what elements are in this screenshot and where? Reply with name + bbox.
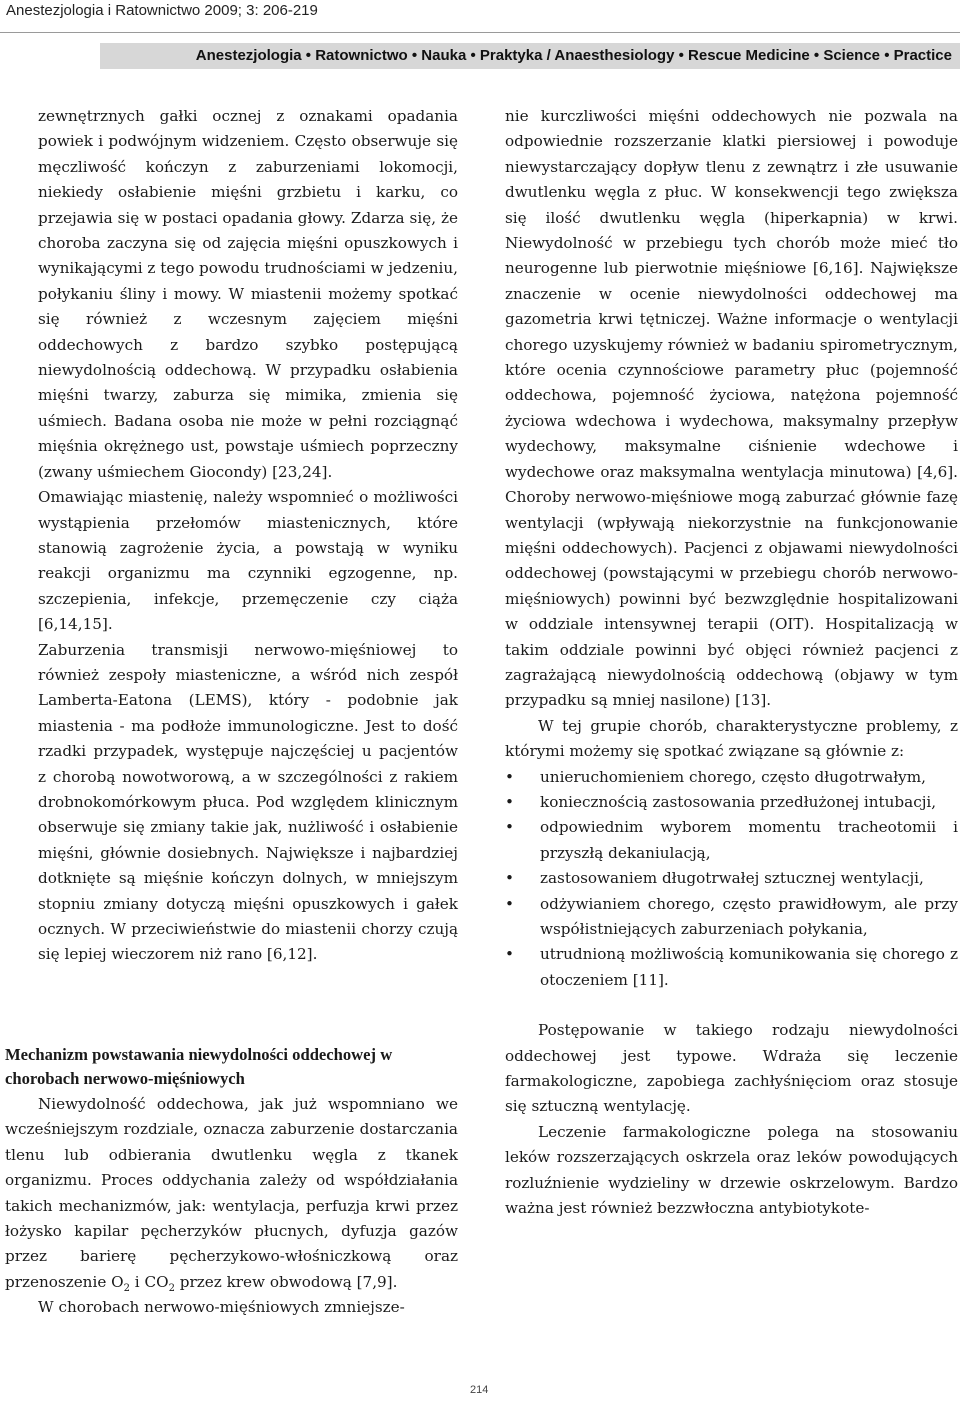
paragraph: Zaburzenia transmisji nerwowo-mięśniowej to również zespoły miasteniczne, a wśród nich zespół Lamberta-Eatona (LEMS), który - podobnie jak miastenia - ma podłoże immunologiczne. Jest to dość rzadki przypadek, występuje najczęściej u pacjentów z chorobą nowotworową, a w szczególności z rakiem drobnokomórkowym płuca. Pod względem klinicznym obserwuje się zmiany takie jak, nużliwość i osłabienie mięśni, głównie dosiebnych. Największe i najbardziej dotknięte są mięśnie kończyn dolnych, w mniejszym stopniu zmiany dotyczą mięśni opuszkowych i gałek ocznych. W przeciwieństwie do miastenii chorzy czują się lepiej wieczorem niż rano [6,12]. — [38, 640, 458, 964]
text-fragment: i CO — [129, 1272, 169, 1291]
text-fragment: Niewydolność oddechowa, jak już wspomniano we wcześniejszym rozdziale, oznacza zaburzenie dostarczania tlenu lub odbierania dwutlenku węgla z tkanek organizmu. Proces oddychania zależy od współdziałania takich mechanizmów, jak: wentylacja, perfuzja krwi przez łożysko kapilar pęcherzyków płucnych, dyfuzja gazów przez barierę pęcherzykowo-włośniczkową oraz przenoszenie O — [5, 1095, 458, 1291]
right-column — [505, 104, 958, 1221]
subscript: 2 — [123, 1282, 130, 1294]
list-item: • unieruchomieniem chorego, często długotrwałym, — [505, 765, 958, 790]
list-item: • koniecznością zastosowania przedłużonej intubacji, — [505, 790, 958, 815]
section-heading: Mechanizm powstawania niewydolności oddechowej w chorobach nerwowo-mięśniowych — [5, 1045, 393, 1088]
paragraph: Postępowanie w takiego rodzaju niewydolności oddechowej jest typowe. Wdraża się leczenie farmakologiczne, zapobiega zachłyśnięciom oraz stosuje się sztuczną wentylację. — [505, 1021, 958, 1116]
paragraph: Omawiając miastenię, należy wspomnieć o możliwości wystąpienia przełomów miastenicznych, które stanowią zagrożenie życia, a powstają w wyniku reakcji organizmu ma czynniki egzogenne, np. szczepienia, infekcje, przemęczenie czy ciąża [6,14,15]. — [38, 488, 458, 634]
section-body — [5, 1092, 458, 1321]
journal-banner: Anestezjologia • Ratownictwo • Nauka • Praktyka / Anaesthesiology • Rescue Medicine • Science • Practice — [100, 43, 960, 69]
spacer — [505, 993, 958, 1018]
subscript: 2 — [168, 1282, 175, 1294]
list-item: • odżywianiem chorego, często prawidłowym, ale przy współistniejących zaburzeniach połykania, — [505, 892, 958, 943]
paragraph: W tej grupie chorób, charakterystyczne problemy, z którymi możemy się spotkać związane są głównie z: — [505, 716, 958, 761]
list-item: • zastosowaniem długotrwałej sztucznej wentylacji, — [505, 866, 958, 891]
text-fragment: przez krew obwodową [7,9]. — [174, 1272, 398, 1291]
bullet-list — [505, 765, 958, 994]
paragraph: zewnętrznych gałki ocznej z oznakami opadania powiek i podwójnym widzeniem. Często obserwuje się męczliwość kończyn z zaburzeniami lokomocji, niekiedy osłabienie mięśni grzbietu i karku, co przejawia się w postaci opadania głowy. Zdarza się, że choroba zaczyna się od zajęcia mięśni opuszkowych i wynikającymi z tego powodu trudnościami w jedzeniu, połykaniu śliny i mowy. W miastenii możemy spotkać się również z wczesnym zajęciem mięśni oddechowych z bardzo szybko postępującą niewydolnością oddechową. W przypadku osłabienia mięśni twarzy, zaburza się mimika, zmienia się uśmiech. Badana osoba nie może w pełni rozciągnąć mięśnia okrężnego ust, powstaje uśmiech poprzeczny (zwany uśmiechem Giocondy) [23,24]. — [38, 107, 458, 481]
page-number: 214 — [470, 1384, 489, 1396]
journal-citation: Anestezjologia i Ratownictwo 2009; 3: 206-219 — [6, 2, 318, 19]
header-divider — [0, 32, 960, 33]
paragraph: Leczenie farmakologiczne polega na stosowaniu leków rozszerzających oskrzela oraz leków powodujących rozluźnienie wydzieliny w drzewie oskrzelowym. Bardzo ważna jest również bezzwłoczna antybiotykote- — [505, 1122, 958, 1218]
list-item: • utrudnioną możliwością komunikowania się chorego z otoczeniem [11]. — [505, 942, 958, 993]
paragraph — [5, 1092, 458, 1295]
list-item: • odpowiednim wyborem momentu tracheotomii i przyszłą dekaniulacją, — [505, 815, 958, 866]
paragraph: nie kurczliwości mięśni oddechowych nie pozwala na odpowiednie rozszerzanie klatki piersiowej i powoduje niewystarczający dopływ tlenu z zewnątrz i złe usuwanie dwutlenku węgla z płuc. W konsekwencji tego zwiększa się ilość dwutlenku węgla (hiperkapnia) w krwi. Niewydolność w przebiegu tych chorób może mieć tło neurogenne lub pierwotnie mięśniowe [6,16]. Największe znaczenie w ocenie niewydolności oddechowej ma gazometria krwi tętniczej. Ważne informacje o wentylacji chorego uzyskujemy również w badaniu spirometrycznym, które ocenia czynnościowe parametry płuc (pojemność oddechowa, pojemność życiowa, natężona pojemność życiowa wdechowa i wydechowa, maksymalny przepływ wydechowy, maksymalne ciśnienie wdechowe i wydechowe oraz maksymalna wentylacja minutowa) [4,6]. Choroby nerwowo-mięśniowe mogą zaburzać głównie fazę wentylacji (wpływają niekorzystnie na funkcjonowanie mięśni oddechowych). Pacjenci z objawami niewydolności oddechowej (powstającymi w przebiegu chorób nerwowo-mięśniowych) powinni być bezwzględnie hospitalizowani w oddziale intensywnej terapii (OIT). Hospitalizacją w takim oddziale powinni być objęci również pacjenci z zagrażającą niewydolnością oddechową (objawy w tym przypadku są mniej nasilone) [13]. — [505, 107, 958, 710]
paragraph: W chorobach nerwowo-mięśniowych zmniejsze- — [38, 1298, 405, 1317]
left-column — [38, 104, 458, 968]
